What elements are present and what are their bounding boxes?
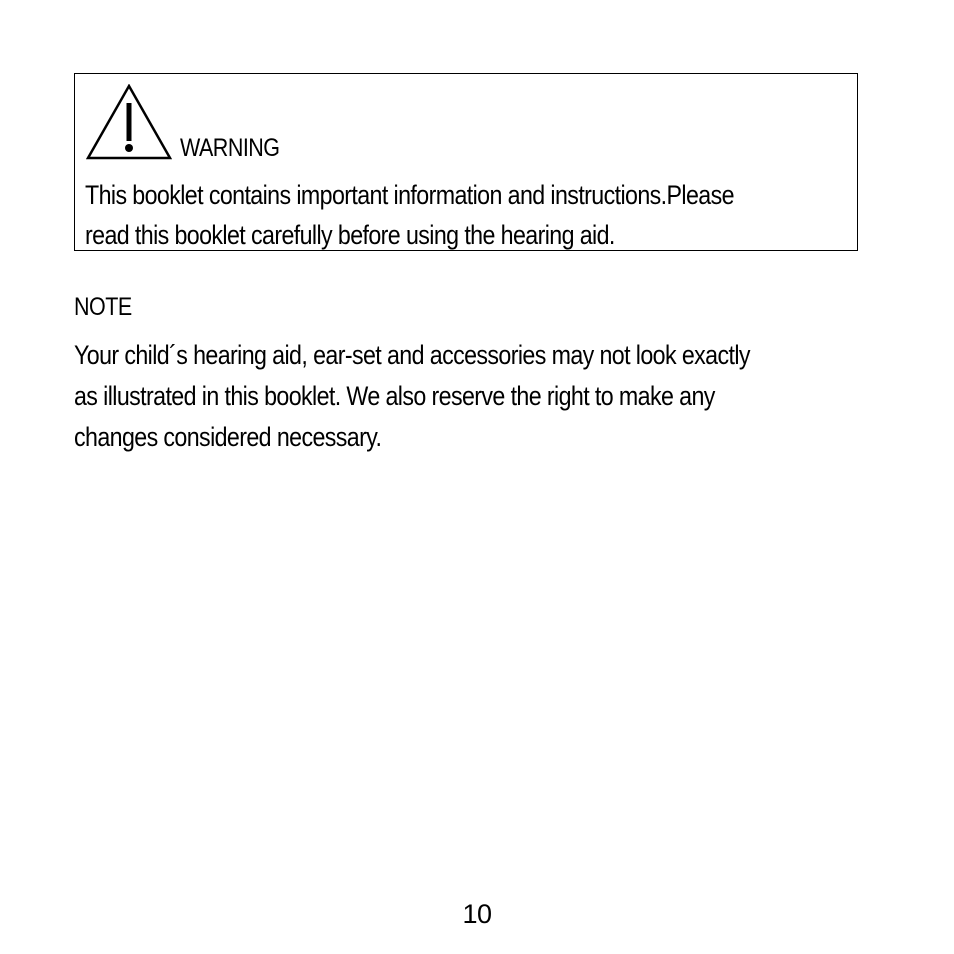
warning-triangle-icon [86, 84, 172, 160]
note-text-line: Your child´s hearing aid, ear-set and accessories may not look exactly [74, 340, 750, 370]
note-text-line: as illustrated in this booklet. We also reserve the right to make any [74, 381, 715, 411]
page-number: 10 [462, 899, 492, 929]
warning-title: WARNING [180, 134, 280, 162]
note-text [74, 335, 858, 458]
warning-text-line: read this booklet carefully before using the hearing aid. [85, 220, 615, 250]
warning-text-line: This booklet contains important information and instructions.Please [85, 180, 734, 210]
note-text-line: changes considered necessary. [74, 422, 382, 452]
note-title: NOTE [74, 293, 132, 321]
warning-text [85, 175, 803, 255]
warning-box [74, 73, 858, 251]
